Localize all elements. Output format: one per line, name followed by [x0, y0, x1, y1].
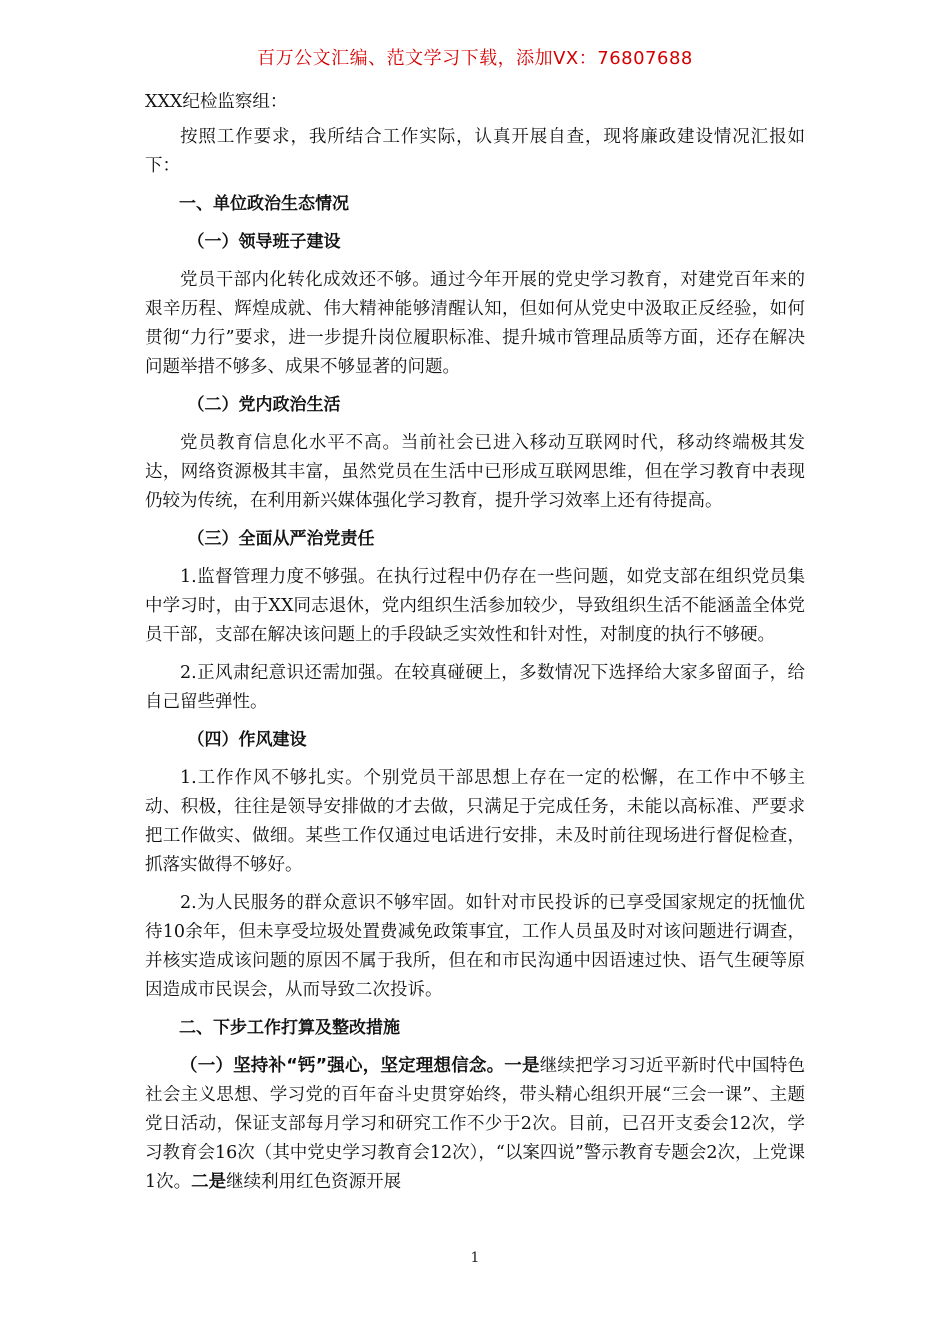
section-1-sub-4-title: （四）作风建设: [187, 730, 307, 750]
first-point-label: 一是: [504, 1056, 540, 1076]
salutation: XXX纪检监察组：: [145, 92, 288, 112]
document-body: [145, 88, 805, 1206]
first-point-text: 继续把学习习近平新时代中国特色社会主义思想、学习党的百年奋斗史贯穿始终，带头精心组织开展“三会一课”、主题党日活动，保证支部每月学习和研究工作不少于2次。目前，已召开支委会12次，学习教育会16次（其中党史学习教育会12次），“以案四说”警示教育专题会2次，上党课1次。: [145, 1056, 805, 1192]
section-1-sub-1-title: （一）领导班子建设: [187, 232, 341, 252]
intro-paragraph: 按照工作要求，我所结合工作实际，认真开展自查，现将廉政建设情况汇报如下：: [145, 127, 805, 176]
section-1-sub-3-item-2: 2.正风肃纪意识还需加强。在较真碰硬上，多数情况下选择给大家多留面子，给自己留些弹性。: [145, 663, 805, 712]
section-2-sub-1-title: （一）坚持补“钙”强心，坚定理想信念。: [180, 1056, 505, 1076]
page-number: 1: [470, 1250, 480, 1266]
section-2-sub-1-paragraph: [145, 1052, 805, 1197]
section-1-sub-3-item-1: 1.监督管理力度不够强。在执行过程中仍存在一些问题，如党支部在组织党员集中学习时，由于XX同志退休，党内组织生活参加较少，导致组织生活不能涵盖全体党员干部，支部在解决该问题上的手段缺乏实效性和针对性，对制度的执行不够硬。: [145, 567, 805, 645]
second-point-label: 二是: [191, 1172, 227, 1192]
section-1-sub-1-text: 党员干部内化转化成效还不够。通过今年开展的党史学习教育，对建党百年来的艰辛历程、辉煌成就、伟大精神能够清醒认知，但如何从党史中汲取正反经验，如何贯彻“力行”要求，进一步提升岗位履职标准、提升城市管理品质等方面，还存在解决问题举措不够多、成果不够显著的问题。: [145, 270, 805, 377]
section-1-sub-2-text: 党员教育信息化水平不高。当前社会已进入移动互联网时代，移动终端极其发达，网络资源极其丰富，虽然党员在生活中已形成互联网思维，但在学习教育中表现仍较为传统，在利用新兴媒体强化学习教育，提升学习效率上还有待提高。: [145, 433, 805, 511]
section-1-title: 一、单位政治生态情况: [179, 194, 349, 214]
section-1-sub-2-title: （二）党内政治生活: [187, 395, 341, 415]
header-banner: 百万公文汇编、范文学习下载，添加VX：76807688: [257, 48, 693, 69]
section-1-sub-4-item-1: 1.工作作风不够扎实。个别党员干部思想上存在一定的松懈，在工作中不够主动、积极，往往是领导安排做的才去做，只满足于完成任务，未能以高标准、严要求把工作做实、做细。某些工作仅通过电话进行安排，未及时前往现场进行督促检查，抓落实做得不够好。: [145, 768, 805, 875]
section-1-sub-4-item-2: 2.为人民服务的群众意识不够牢固。如针对市民投诉的已享受国家规定的抚恤优待10余年，但未享受垃圾处置费减免政策事宜，工作人员虽及时对该问题进行调查，并核实造成该问题的原因不属于我所，但在和市民沟通中因语速过快、语气生硬等原因造成市民误会，从而导致二次投诉。: [145, 893, 805, 1000]
second-point-text: 继续利用红色资源开展: [226, 1172, 402, 1192]
section-1-sub-3-title: （三）全面从严治党责任: [187, 529, 375, 549]
section-2-title: 二、下步工作打算及整改措施: [179, 1018, 400, 1038]
